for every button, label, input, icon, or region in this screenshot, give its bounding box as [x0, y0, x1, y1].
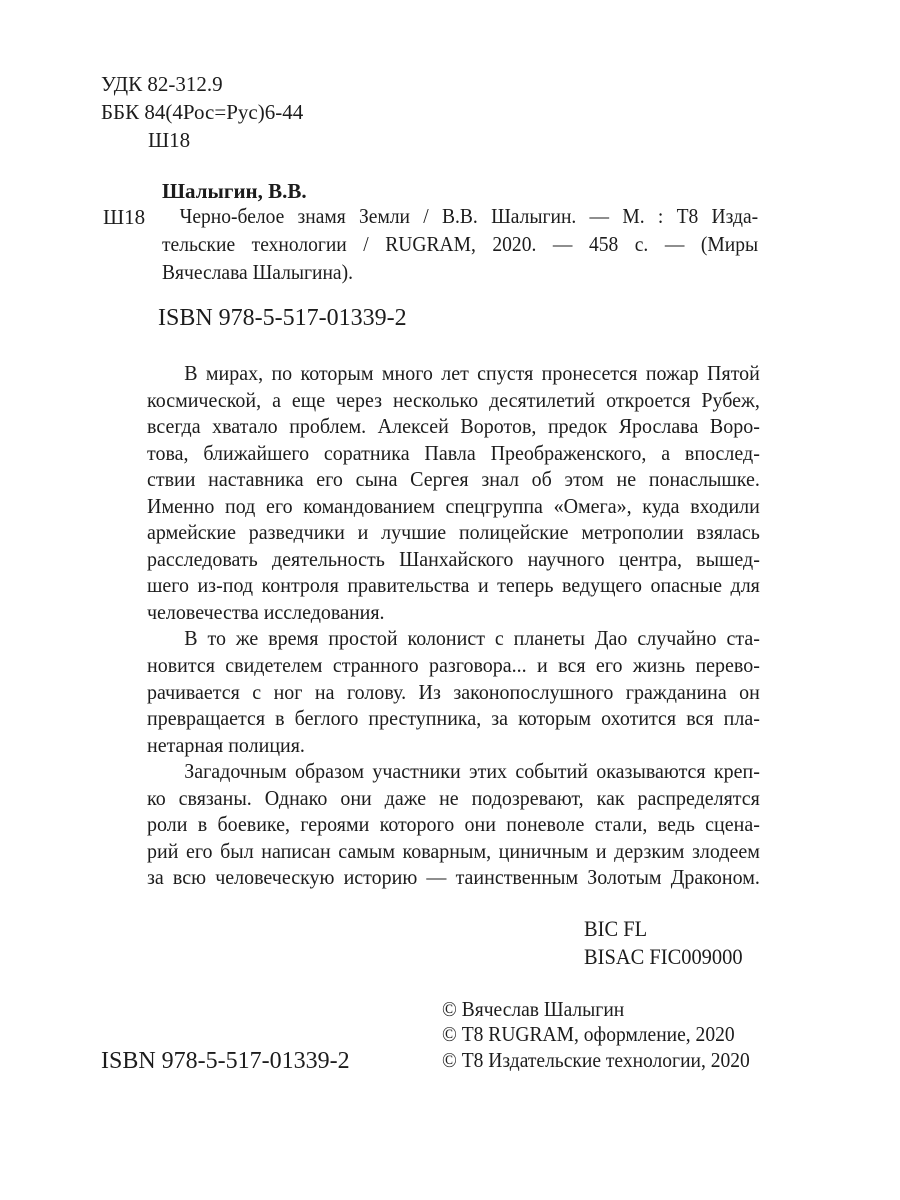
annotation-line: Загадочным образом участники этих событий оказываются креп- [184, 759, 760, 784]
copyright-line: © Вячеслав Шалыгин [442, 997, 625, 1021]
copyright-line: © Т8 Издательские технологии, 2020 [442, 1047, 750, 1072]
udc-code: УДК 82-312.9 [101, 72, 223, 96]
catalog-card-description [162, 202, 758, 286]
annotation-line: человечества исследования. [147, 599, 385, 624]
copyright-block [442, 997, 750, 1073]
catalog-card-description-line: Вячеслава Шалыгина). [162, 260, 353, 284]
annotation-line: шего из-под контроля правительства и теперь ведущего опасные для [147, 573, 760, 598]
bisac-code: BISAC FIC009000 [584, 943, 743, 969]
annotation-line: превращается в беглого преступника, за которым охотится вся пла- [147, 706, 760, 731]
catalog-card-author: Шалыгин, В.В. [162, 179, 307, 203]
annotation-text [147, 360, 760, 891]
bic-code: BIC FL [584, 916, 648, 941]
cataloguing-codes [101, 70, 303, 154]
annotation-line: рий его был написан самым коварным, циничным и дерзким злодеем [147, 838, 760, 863]
bbk-code: ББК 84(4Рос=Рус)6-44 [101, 100, 304, 124]
annotation-line: расследовать деятельность Шанхайского научного центра, вышед- [147, 546, 760, 571]
annotation-line: новится свидетелем странного разговора... и вся его жизнь перево- [147, 653, 760, 678]
annotation-line: ствии наставника его сына Сергея знал об этом не понаслышке. [147, 467, 760, 492]
annotation-line: Именно под его командованием спецгруппа «Омега», куда входили [147, 493, 760, 518]
annotation-line: ко связаны. Однако они даже не подозревают, как распределятся [147, 785, 760, 810]
annotation-line: космической, а еще через несколько десятилетий откроется Рубеж, [147, 387, 760, 412]
isbn-top: ISBN 978-5-517-01339-2 [158, 305, 407, 331]
catalog-card-description-line: Черно-белое знамя Земли / В.В. Шалыгин. — М. : Т8 Изда- [179, 204, 759, 228]
annotation-line: армейские разведчики и лучшие полицейские метрополии взялась [147, 520, 760, 545]
author-sign-code: Ш18 [148, 128, 191, 152]
annotation-line: роли в боевике, героями которого они поневоле стали, ведь сцена- [147, 812, 760, 837]
catalog-card-description-line: тельские технологии / RUGRAM, 2020. — 458 с. — (Миры [162, 232, 759, 256]
catalog-card-margin-code: Ш18 [103, 205, 146, 229]
annotation-line: В мирах, по которым много лет спустя пронесется пожар Пятой [184, 361, 760, 385]
annotation-line: В то же время простой колонист с планеты Дао случайно ста- [184, 626, 760, 651]
annotation-line: това, ближайшего соратника Павла Преображенского, а впослед- [147, 440, 760, 465]
copyright-line: © Т8 RUGRAM, оформление, 2020 [442, 1022, 735, 1047]
isbn-bottom: ISBN 978-5-517-01339-2 [101, 1048, 350, 1074]
classification-codes [584, 915, 743, 970]
annotation-line: рачивается с ног на голову. Из законопослушного гражданина он [147, 679, 760, 704]
annotation-line: нетарная полиция. [147, 732, 305, 757]
annotation-line: всегда хватало проблем. Алексей Воротов, предок Ярослава Воро- [147, 414, 760, 439]
annotation-line: за всю человеческую историю — таинственным Золотым Драконом. [147, 865, 760, 890]
